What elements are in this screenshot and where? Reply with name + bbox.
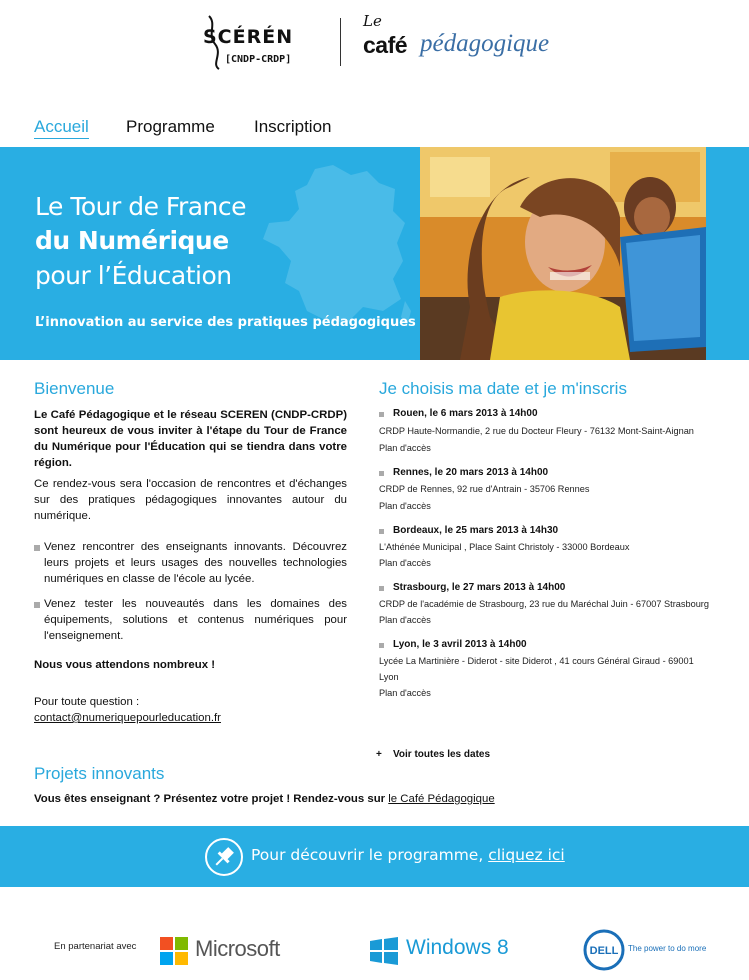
bullet-icon xyxy=(379,471,384,476)
windows8-name: Windows 8 xyxy=(406,936,509,959)
event-title: Rennes, le 20 mars 2013 à 14h00 xyxy=(393,467,549,478)
cafe-logo-cafe: café xyxy=(363,32,408,58)
welcome-heading: Bienvenue xyxy=(34,379,115,398)
event-title: Lyon, le 3 avril 2013 à 14h00 xyxy=(393,639,527,650)
event-plan-link[interactable]: Plan d'accès xyxy=(379,615,431,625)
welcome-closing: Nous vous attendons nombreux ! xyxy=(34,659,215,671)
header xyxy=(0,0,749,100)
cta-link[interactable]: cliquez ici xyxy=(488,846,565,864)
hero-title-line2: du Numérique xyxy=(35,226,229,255)
welcome-bullet-1: Venez rencontrer des enseignants innovants. Découvrez leurs projets et leurs usages des nouvelles technologies numériques en classe de l'école au lycée. xyxy=(44,541,347,585)
sceren-logo[interactable] xyxy=(203,14,318,70)
hero-tagline: L’innovation au service des pratiques pédagogiques xyxy=(35,315,416,330)
event-address: CRDP Haute-Normandie, 2 rue du Docteur Fleury - 76132 Mont-Saint-Aignan xyxy=(379,426,694,436)
cafe-logo-pedagogique: pédagogique xyxy=(420,30,550,57)
cta-text: Pour découvrir le programme, xyxy=(251,846,484,864)
bullet-icon xyxy=(34,545,40,551)
sceren-logo-sub: [CNDP-CRDP] xyxy=(225,54,292,65)
nav-programme[interactable]: Programme xyxy=(126,117,215,136)
welcome-bullet-2: Venez tester les nouveautés dans les domaines des équipements, solutions et contenus numériques pour l'enseignement. xyxy=(44,598,347,642)
event-address: L'Athénée Municipal , Place Saint Christoly - 33000 Bordeaux xyxy=(379,542,630,552)
event-title: Strasbourg, le 27 mars 2013 à 14h00 xyxy=(393,582,566,593)
microsoft-name: Microsoft xyxy=(195,936,280,961)
children-laptop-photo xyxy=(420,147,706,360)
event-plan-link[interactable]: Plan d'accès xyxy=(379,443,431,453)
dell-tagline: The power to do more xyxy=(628,944,707,953)
event-address: CRDP de l'académie de Strasbourg, 23 rue du Maréchal Juin - 67007 Strasbourg xyxy=(379,599,709,609)
welcome-question: Pour toute question : xyxy=(34,696,140,708)
dell-logo-text: DELL xyxy=(589,945,619,957)
event-title: Rouen, le 6 mars 2013 à 14h00 xyxy=(393,408,538,419)
logo-divider xyxy=(340,18,341,66)
see-all-dates-link[interactable]: + Voir toutes les dates xyxy=(376,749,491,760)
event-address: CRDP de Rennes, 92 rue d'Antrain - 35706 Rennes xyxy=(379,484,590,494)
event-address: Lycée La Martinière - Diderot - site Diderot , 41 cours Général Giraud - 69001 xyxy=(379,656,694,666)
microsoft-icon xyxy=(160,937,188,965)
hero-banner xyxy=(0,147,749,360)
event-title: Bordeaux, le 25 mars 2013 à 14h30 xyxy=(393,525,559,536)
contact-email-link[interactable]: contact@numeriquepourleducation.fr xyxy=(34,712,221,724)
pin-icon xyxy=(205,838,243,876)
bullet-icon xyxy=(379,643,384,648)
dell-icon xyxy=(583,929,625,971)
event-address-line2: Lyon xyxy=(379,672,399,682)
cta-banner xyxy=(0,826,749,887)
projects-text: Vous êtes enseignant ? Présentez votre projet ! Rendez-vous sur xyxy=(34,793,386,805)
event-plan-link[interactable]: Plan d'accès xyxy=(379,558,431,568)
welcome-intro: Le Café Pédagogique et le réseau SCEREN (CNDP-CRDP) sont heureux de vous inviter à l'étape du Tour de France du Numérique pour l'Éducation qui se tiendra dans votre région. xyxy=(34,409,347,469)
projects-text-wrap xyxy=(34,791,534,807)
bullet-icon xyxy=(379,412,384,417)
nav-accueil[interactable]: Accueil xyxy=(34,117,89,139)
contact-email-wrap xyxy=(34,710,347,726)
partners-label: En partenariat avec xyxy=(54,941,137,952)
event-plan-link[interactable]: Plan d'accès xyxy=(379,501,431,511)
windows-icon xyxy=(370,937,398,965)
bullet-icon xyxy=(34,602,40,608)
sceren-logo-word: SCÉRÉN xyxy=(203,26,294,48)
france-map-icon xyxy=(255,161,415,331)
cafe-pedagogique-link[interactable]: le Café Pédagogique xyxy=(388,793,495,805)
event-plan-link[interactable]: Plan d'accès xyxy=(379,688,431,698)
events-heading: Je choisis ma date et je m'inscris xyxy=(379,379,627,398)
cafe-logo-le: Le xyxy=(363,12,382,30)
hero-title-line1: Le Tour de France xyxy=(35,192,247,221)
hero-title-line3: pour l’Éducation xyxy=(35,261,232,290)
projects-heading: Projets innovants xyxy=(34,764,165,783)
cta-text-wrap xyxy=(251,846,565,864)
bullet-icon xyxy=(379,586,384,591)
hero-photo xyxy=(420,147,706,360)
cafe-pedagogique-logo[interactable] xyxy=(363,12,563,68)
nav-inscription[interactable]: Inscription xyxy=(254,117,332,136)
bullet-icon xyxy=(379,529,384,534)
welcome-paragraph: Ce rendez-vous sera l'occasion de rencontres et d'échanges sur des pratiques pédagogiques innovantes autour du numérique. xyxy=(34,478,347,522)
